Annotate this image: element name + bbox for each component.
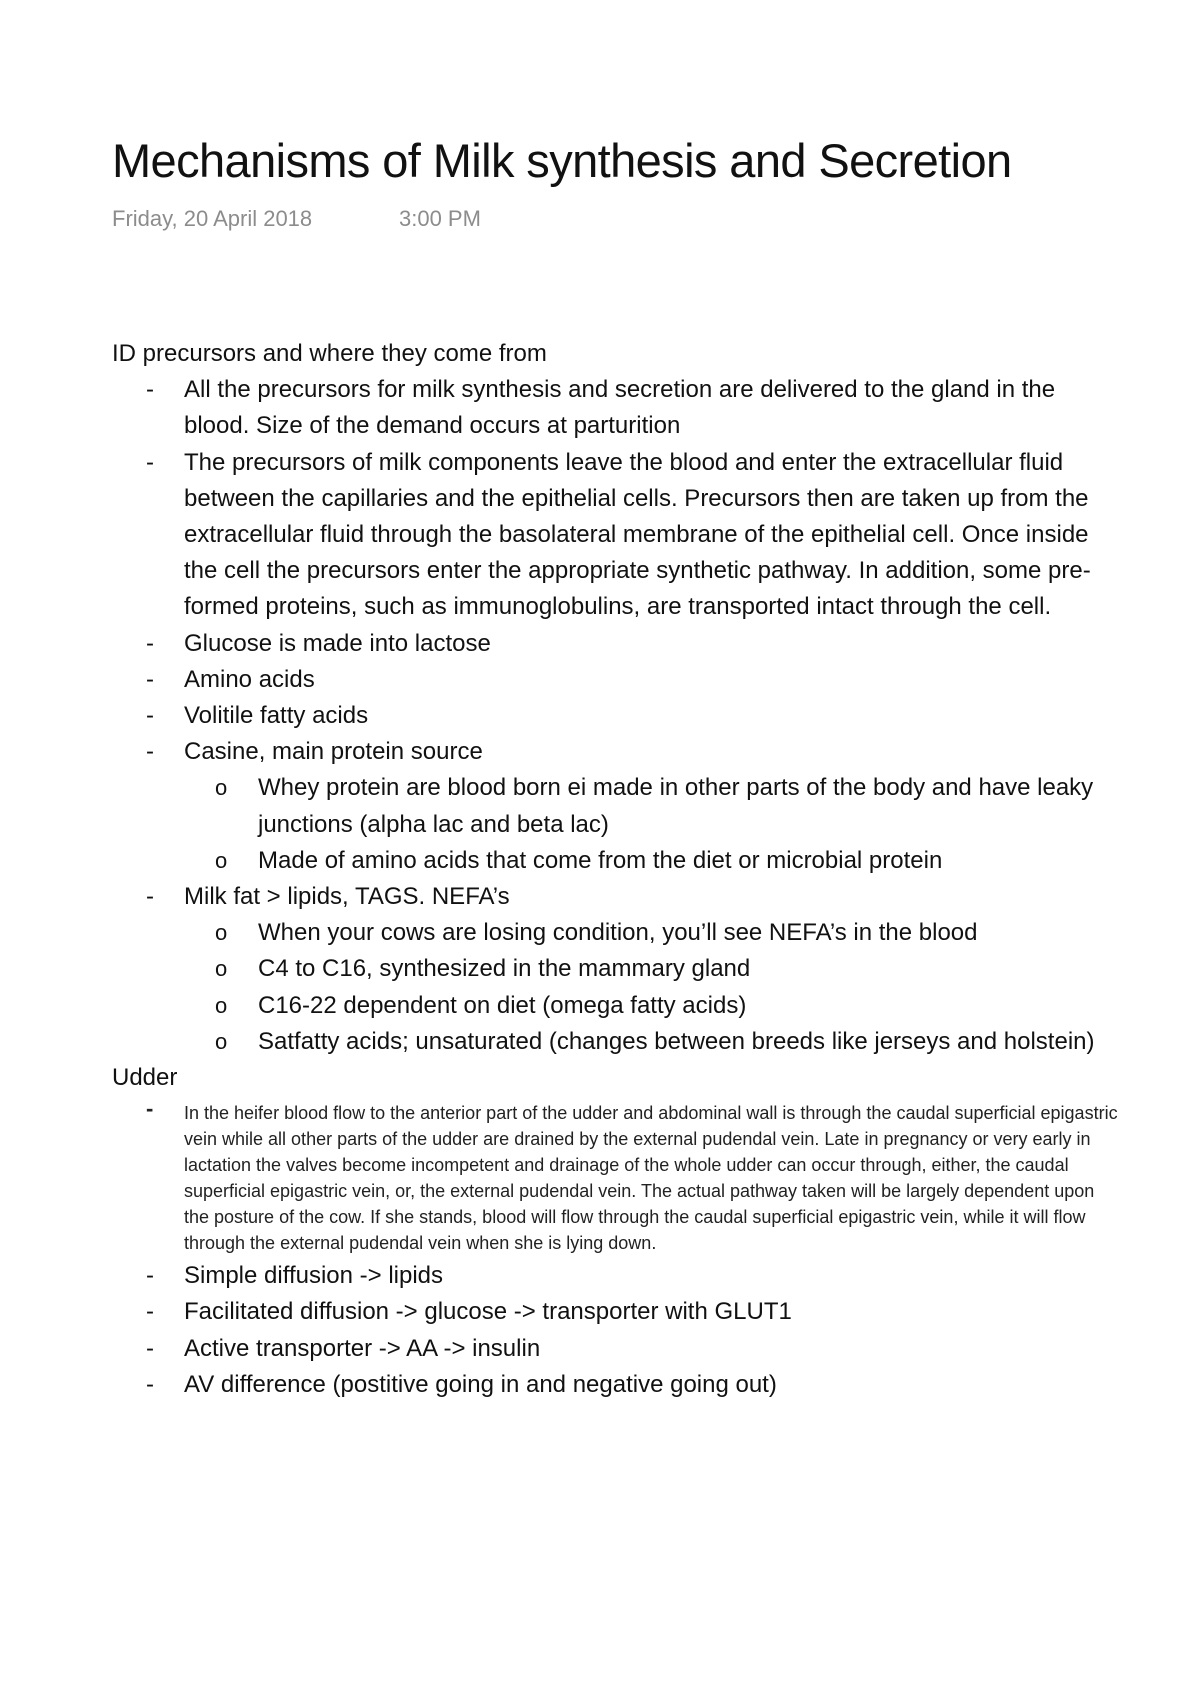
list-item: - Facilitated diffusion -> glucose -> transporter with GLUT1 (184, 1294, 1122, 1330)
udder-paragraph: In the heifer blood flow to the anterior part of the udder and abdominal wall is through the caudal superficial epigastric vein while all other parts of the udder are drained by the external pudendal vein. Late in pregnancy or very early in lactation the valves become incompetent and drainage of the whole udder can occur through, either, the caudal superficial epigastric vein, or, the external pudendal vein. The actual pathway taken will be largely dependent upon the posture of the cow. If she stands, blood will flow through the caudal superficial epigastric vein, while it will flow through the external pudendal vein when she is lying down. (184, 1103, 1118, 1254)
sub-list-item: o Satfatty acids; unsaturated (changes between breeds like jerseys and holstein) (258, 1024, 1122, 1060)
list-item: - Amino acids (184, 662, 1122, 698)
circle-bullet: o (215, 920, 228, 946)
note-meta (112, 206, 481, 232)
udder-list (112, 1096, 1122, 1403)
precursors-list (112, 372, 1122, 1060)
casine-sublist (184, 770, 1122, 879)
dash-bullet: - (146, 1096, 154, 1122)
list-item: - Casine, main protein source o Whey protein are blood born ei made in other parts of the body and have leaky junctions (alpha lac and beta lac) o Made of amino acids that come from the diet or microbial protein (184, 734, 1122, 879)
dash-bullet: - (146, 629, 154, 657)
list-item: - The precursors of milk components leave the blood and enter the extracellular fluid between the capillaries and the epithelial cells. Precursors then are taken up from the extracellular fluid through the basolateral membrane of the epithelial cell. Once inside the cell the precursors enter the appropriate synthetic pathway. In addition, some pre-formed proteins, such as immunoglobulins, are transported intact through the cell. (184, 445, 1122, 626)
list-item: - Active transporter -> AA -> insulin (184, 1331, 1122, 1367)
dash-bullet: - (146, 1262, 154, 1290)
section-heading-precursors: ID precursors and where they come from (112, 340, 547, 367)
list-item: - Simple diffusion -> lipids (184, 1258, 1122, 1294)
dash-bullet: - (146, 376, 154, 404)
list-item: - Milk fat > lipids, TAGS. NEFA’s o When your cows are losing condition, you’ll see NEFA’s in the blood o C4 to C16, synthesized in the mammary gland o C16-22 dependent on diet (omega fatty acids) o Satfatty acids; unsaturated (changes between breeds like jerseys and holstein) (184, 879, 1122, 1060)
sub-list-item: o Made of amino acids that come from the diet or microbial protein (258, 843, 1122, 879)
dash-bullet: - (146, 1334, 154, 1362)
sub-list-item: o When your cows are losing condition, you’ll see NEFA’s in the blood (258, 915, 1122, 951)
circle-bullet: o (215, 775, 228, 801)
list-item: - AV difference (postitive going in and negative going out) (184, 1367, 1122, 1403)
list-item: - Volitile fatty acids (184, 698, 1122, 734)
list-item (146, 1096, 1122, 1258)
dash-bullet: - (146, 738, 154, 766)
list-item: - All the precursors for milk synthesis and secretion are delivered to the gland in the blood. Size of the demand occurs at parturition (184, 372, 1122, 444)
dash-bullet: - (146, 1370, 154, 1398)
note-date: Friday, 20 April 2018 (112, 206, 313, 231)
dash-bullet: - (146, 448, 154, 476)
circle-bullet: o (215, 847, 228, 873)
sub-list-item: o Whey protein are blood born ei made in other parts of the body and have leaky junctions (alpha lac and beta lac) (258, 770, 1122, 842)
circle-bullet: o (215, 956, 228, 982)
dash-bullet: - (146, 702, 154, 730)
milkfat-sublist (184, 915, 1122, 1060)
circle-bullet: o (215, 1028, 228, 1054)
note-time: 3:00 PM (399, 206, 481, 231)
note-body (112, 336, 1122, 1403)
list-item: - Glucose is made into lactose (184, 626, 1122, 662)
page-title: Mechanisms of Milk synthesis and Secretion (112, 134, 1012, 187)
sub-list-item: o C4 to C16, synthesized in the mammary gland (258, 951, 1122, 987)
dash-bullet: - (146, 1298, 154, 1326)
circle-bullet: o (215, 992, 228, 1018)
sub-list-item: o C16-22 dependent on diet (omega fatty acids) (258, 988, 1122, 1024)
dash-bullet: - (146, 665, 154, 693)
dash-bullet: - (146, 883, 154, 911)
section-heading-udder: Udder (112, 1064, 178, 1092)
